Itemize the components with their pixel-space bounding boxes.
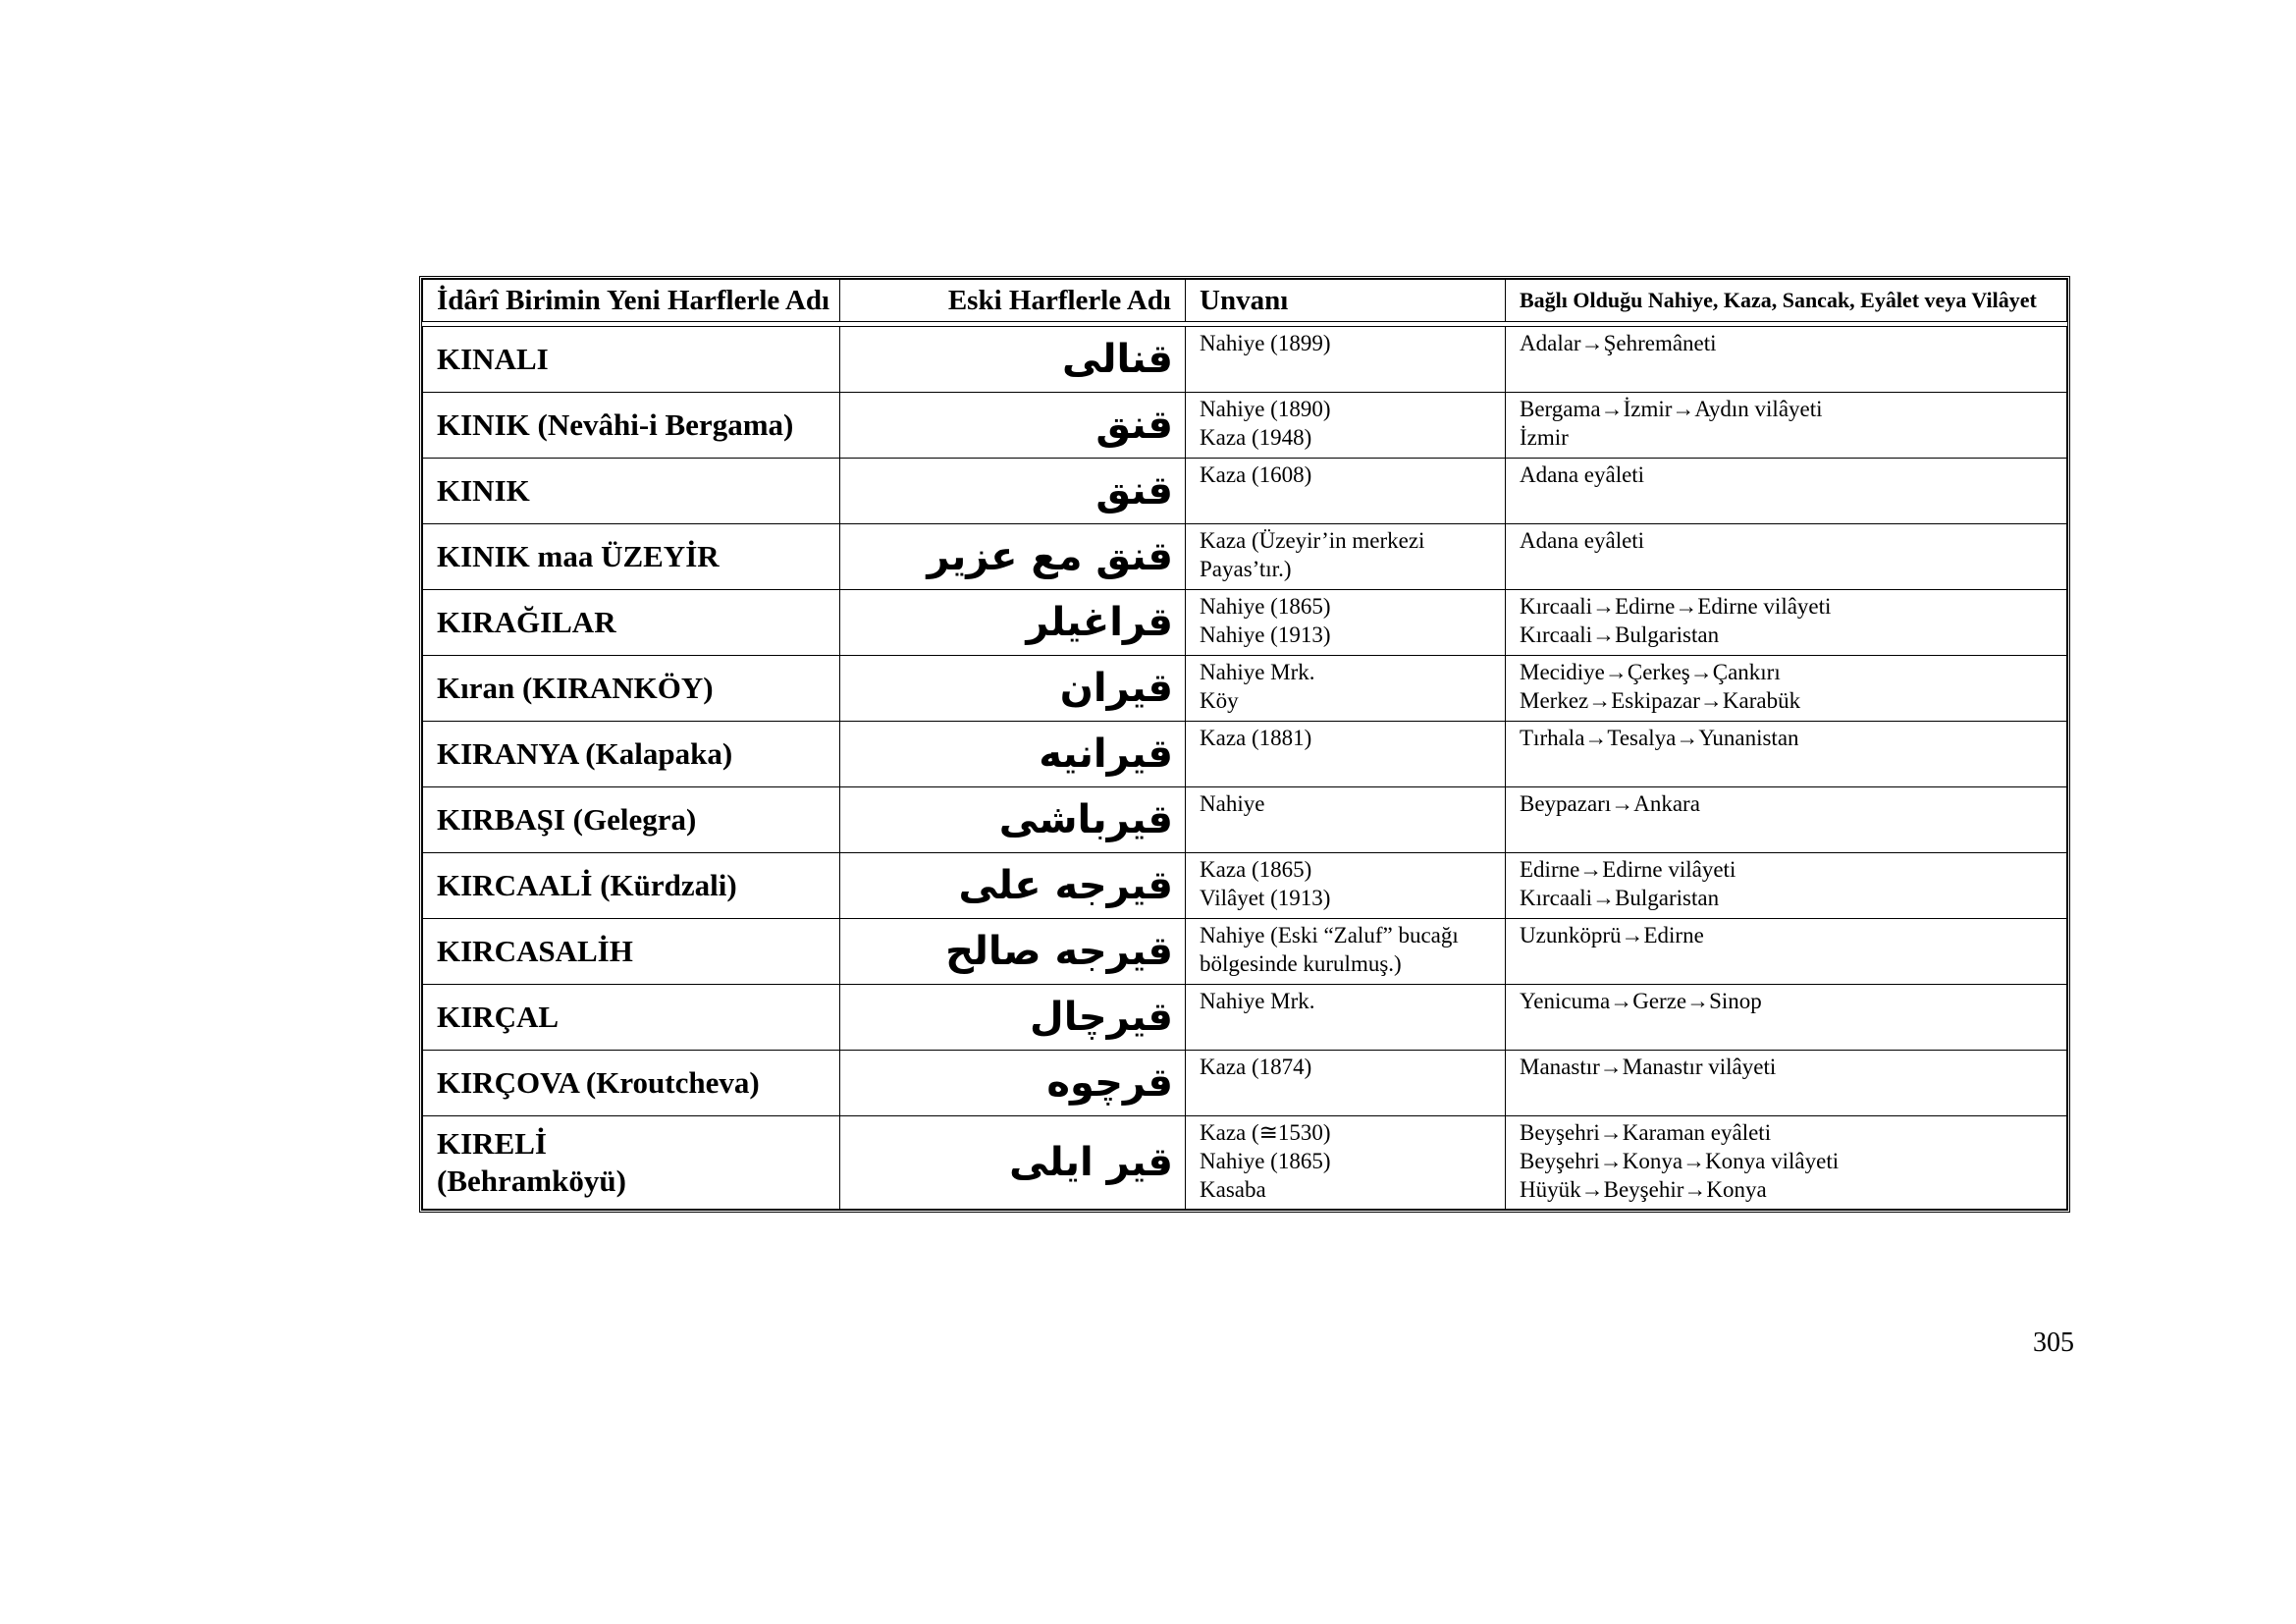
table-row xyxy=(423,459,2067,524)
affiliation-line: Beypazarı→Ankara xyxy=(1520,791,1700,816)
title-line: Nahiye (Eski “Zaluf” bucağı xyxy=(1200,923,1459,947)
title-line: Nahiye (1865) xyxy=(1200,594,1331,619)
unit-name-line: KINALI xyxy=(437,342,549,376)
title-line: Kasaba xyxy=(1200,1177,1266,1202)
affiliation-cell xyxy=(1506,787,2067,853)
unit-name-line: KIRELİ xyxy=(437,1126,547,1161)
affiliation-line: Manastır→Manastır vilâyeti xyxy=(1520,1055,1777,1079)
title-cell xyxy=(1186,656,1506,722)
affiliation-line: Kırcaali→Edirne→Edirne vilâyeti xyxy=(1520,594,1832,619)
title-line: Kaza (1608) xyxy=(1200,462,1312,487)
title-line: Nahiye Mrk. xyxy=(1200,989,1315,1013)
table-row xyxy=(423,656,2067,722)
affiliation-cell xyxy=(1506,1051,2067,1116)
title-line: Nahiye xyxy=(1200,791,1265,816)
title-cell xyxy=(1186,1051,1506,1116)
affiliation-line: Tırhala→Tesalya→Yunanistan xyxy=(1520,726,1799,750)
title-line: Nahiye Mrk. xyxy=(1200,660,1315,684)
unit-name-line: KINIK (Nevâhi-i Bergama) xyxy=(437,407,794,442)
table-row xyxy=(423,787,2067,853)
affiliation-cell xyxy=(1506,1116,2067,1210)
affiliation-cell xyxy=(1506,393,2067,459)
title-line: Kaza (1881) xyxy=(1200,726,1312,750)
unit-name-cell xyxy=(423,985,840,1051)
unit-name-cell xyxy=(423,590,840,656)
affiliation-line: Hüyük→Beyşehir→Konya xyxy=(1520,1177,1767,1202)
affiliation-line: Adana eyâleti xyxy=(1520,462,1645,487)
unit-name-line: KIRCAALİ (Kürdzali) xyxy=(437,868,737,902)
table-row xyxy=(423,1051,2067,1116)
table-row xyxy=(423,919,2067,985)
ottoman-script-cell: قيرجه صالح xyxy=(840,919,1186,985)
title-line: Kaza (1874) xyxy=(1200,1055,1312,1079)
affiliation-line: Merkez→Eskipazar→Karabük xyxy=(1520,688,1801,713)
affiliation-line: Adalar→Şehremâneti xyxy=(1520,331,1717,355)
table-body xyxy=(423,322,2067,1210)
gazetteer-table xyxy=(419,276,2070,1213)
affiliation-cell xyxy=(1506,722,2067,787)
table-row xyxy=(423,393,2067,459)
table-row xyxy=(423,1116,2067,1210)
title-line: bölgesinde kurulmuş.) xyxy=(1200,951,1402,976)
unit-name-cell xyxy=(423,459,840,524)
header-new-letters-name: İdârî Birimin Yeni Harflerle Adı xyxy=(423,280,840,322)
affiliation-line: Kırcaali→Bulgaristan xyxy=(1520,623,1720,647)
unit-name-cell xyxy=(423,656,840,722)
affiliation-line: Bergama→İzmir→Aydın vilâyeti xyxy=(1520,397,1823,421)
affiliation-line: Beyşehri→Konya→Konya vilâyeti xyxy=(1520,1149,1840,1173)
page-number: 305 xyxy=(2033,1327,2074,1358)
affiliation-cell xyxy=(1506,853,2067,919)
title-cell xyxy=(1186,919,1506,985)
unit-name-cell xyxy=(423,787,840,853)
title-line: Vilâyet (1913) xyxy=(1200,886,1331,910)
title-line: Payas’tır.) xyxy=(1200,557,1292,581)
ottoman-script-cell: قنالى xyxy=(840,327,1186,393)
ottoman-script-cell: قيرانيه xyxy=(840,722,1186,787)
unit-name-cell xyxy=(423,393,840,459)
unit-name-cell xyxy=(423,919,840,985)
table-row xyxy=(423,590,2067,656)
ottoman-script-cell: قراغيلر xyxy=(840,590,1186,656)
ottoman-script-cell: قير ايلى xyxy=(840,1116,1186,1210)
unit-name-cell xyxy=(423,853,840,919)
title-line: Nahiye (1899) xyxy=(1200,331,1331,355)
unit-name-cell xyxy=(423,722,840,787)
affiliation-cell xyxy=(1506,590,2067,656)
unit-name-line: KIRANYA (Kalapaka) xyxy=(437,736,733,771)
unit-name-line: KINIK xyxy=(437,473,530,508)
title-line: Kaza (≅1530) xyxy=(1200,1120,1331,1145)
title-cell xyxy=(1186,590,1506,656)
affiliation-line: Edirne→Edirne vilâyeti xyxy=(1520,857,1736,882)
unit-name-line: Kıran (KIRANKÖY) xyxy=(437,671,714,705)
unit-name-line: (Behramköyü) xyxy=(437,1164,626,1198)
unit-name-line: KIRBAŞI (Gelegra) xyxy=(437,802,697,837)
title-line: Nahiye (1913) xyxy=(1200,623,1331,647)
affiliation-cell xyxy=(1506,524,2067,590)
table-row xyxy=(423,524,2067,590)
affiliation-cell xyxy=(1506,656,2067,722)
table-row xyxy=(423,853,2067,919)
title-cell xyxy=(1186,459,1506,524)
affiliation-line: Mecidiye→Çerkeş→Çankırı xyxy=(1520,660,1781,684)
ottoman-script-cell: قيران xyxy=(840,656,1186,722)
unit-name-line: KIRAĞILAR xyxy=(437,605,616,639)
header-affiliation: Bağlı Olduğu Nahiye, Kaza, Sancak, Eyâlet veya Vilâyet xyxy=(1506,280,2067,322)
unit-name-line: KIRÇOVA (Kroutcheva) xyxy=(437,1065,760,1100)
affiliation-line: İzmir xyxy=(1520,425,1569,450)
affiliation-line: Beyşehri→Karaman eyâleti xyxy=(1520,1120,1772,1145)
affiliation-cell xyxy=(1506,327,2067,393)
title-cell xyxy=(1186,722,1506,787)
unit-name-cell xyxy=(423,327,840,393)
title-line: Nahiye (1890) xyxy=(1200,397,1331,421)
title-cell xyxy=(1186,1116,1506,1210)
title-line: Kaza (Üzeyir’in merkezi xyxy=(1200,528,1425,553)
title-line: Kaza (1948) xyxy=(1200,425,1312,450)
table-row xyxy=(423,985,2067,1051)
ottoman-script-cell: قيرباشى xyxy=(840,787,1186,853)
unit-name-line: KINIK maa ÜZEYİR xyxy=(437,539,720,573)
gazetteer-table-grid xyxy=(422,279,2067,1210)
title-cell xyxy=(1186,985,1506,1051)
affiliation-cell xyxy=(1506,919,2067,985)
title-cell xyxy=(1186,393,1506,459)
affiliation-line: Kırcaali→Bulgaristan xyxy=(1520,886,1720,910)
title-cell xyxy=(1186,327,1506,393)
affiliation-line: Yenicuma→Gerze→Sinop xyxy=(1520,989,1762,1013)
ottoman-script-cell: قنق xyxy=(840,393,1186,459)
title-cell xyxy=(1186,524,1506,590)
title-line: Kaza (1865) xyxy=(1200,857,1312,882)
affiliation-line: Adana eyâleti xyxy=(1520,528,1645,553)
header-old-letters-name: Eski Harflerle Adı xyxy=(840,280,1186,322)
unit-name-line: KIRÇAL xyxy=(437,1000,560,1034)
affiliation-line: Uzunköprü→Edirne xyxy=(1520,923,1704,947)
unit-name-cell xyxy=(423,1051,840,1116)
affiliation-cell xyxy=(1506,985,2067,1051)
table-header-row xyxy=(423,280,2067,322)
unit-name-cell xyxy=(423,524,840,590)
table-row xyxy=(423,327,2067,393)
ottoman-script-cell: قنق xyxy=(840,459,1186,524)
ottoman-script-cell: قنق مع عزير xyxy=(840,524,1186,590)
title-cell xyxy=(1186,787,1506,853)
title-line: Köy xyxy=(1200,688,1239,713)
unit-name-line: KIRCASALİH xyxy=(437,934,633,968)
title-cell xyxy=(1186,853,1506,919)
title-line: Nahiye (1865) xyxy=(1200,1149,1331,1173)
table-row xyxy=(423,722,2067,787)
affiliation-cell xyxy=(1506,459,2067,524)
ottoman-script-cell: قيرچال xyxy=(840,985,1186,1051)
ottoman-script-cell: قيرجه على xyxy=(840,853,1186,919)
unit-name-cell xyxy=(423,1116,840,1210)
header-title: Unvanı xyxy=(1186,280,1506,322)
ottoman-script-cell: قرچوه xyxy=(840,1051,1186,1116)
